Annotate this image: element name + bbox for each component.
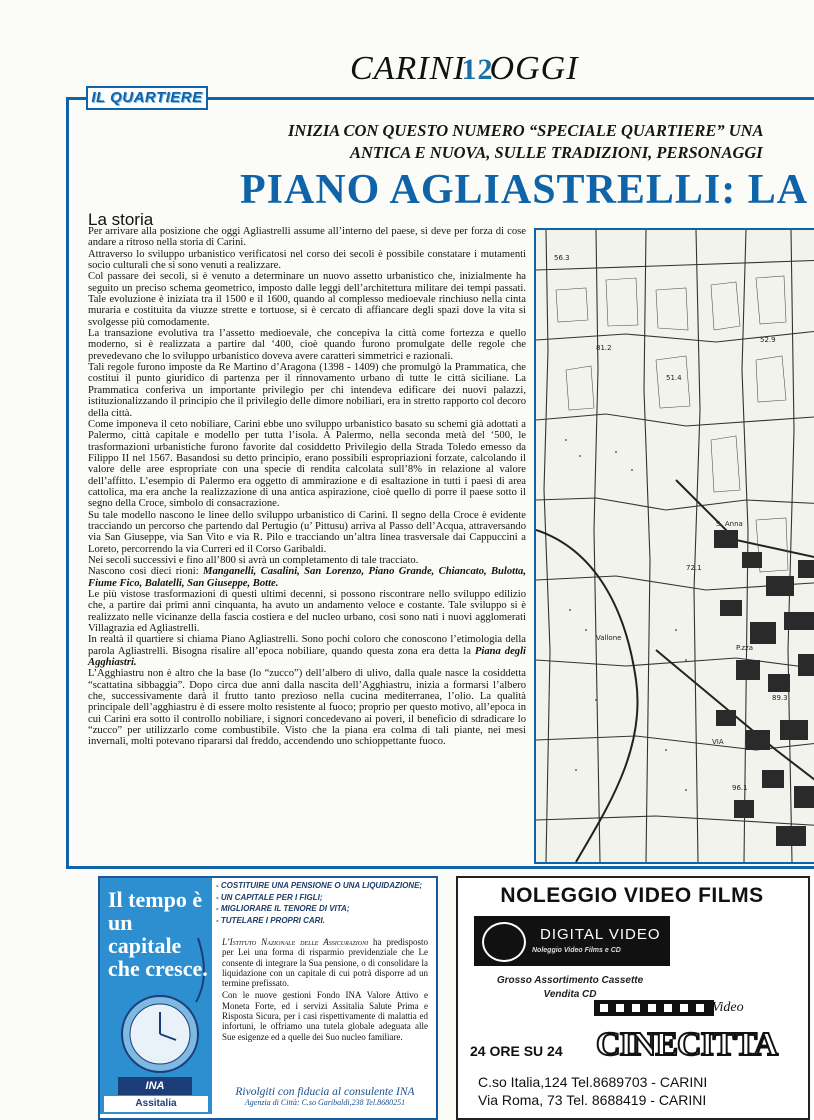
map-label: 52.9 [760, 336, 776, 344]
assortment-line2: Vendita CD [543, 989, 597, 1000]
assitalia-logo: Assitalia [104, 1096, 208, 1112]
map-label: Vallone [596, 634, 622, 642]
ina-paragraph [222, 937, 428, 988]
article-paragraph [88, 566, 526, 589]
address-line1: C.so Italia,124 Tel.8689703 - CARINI [478, 1074, 708, 1090]
masthead [350, 50, 579, 88]
article-paragraph: Le più vistose trasformazioni di questi ultimi decenni, si possono riscontrare nello sviluppo edilizio che, a partire dai primi anni cinquanta, ha avuto un andamento veloce e costante. Tale sviluppo si è realizzato nelle vicinanze della fascia costiera e del nucleo urbano, così sono nati i nuovi agglomerati Villagrazia ed Agliastrelli. [88, 589, 526, 635]
article-paragraph: Come imponeva il ceto nobiliare, Carini ebbe uno sviluppo urbanistico basato su schemi già adottati a Palermo, città capitale e modello per tutta l’isola. A Palermo, nella seconda metà del ‘500, le trasformazioni urbanistiche furono favorite dal cosiddetto Privilegio della Strada Toledo emesso da Filippo II nel 1567. Basandosi su detto principio, erano possibili espropriazioni forzate, calcolando il valore delle aree espropriate con una specie di rendita calcolata sull’8% in relazione al valore dell’affitto. L’esempio di Palermo era oggetto di ammirazione e di esaltazione in tutti i paesi di area cattolica, ma era anche la realizzazione di una antica aspirazione, cioè quello di porre il paese sotto il segno della Croce, simbolo di consacrazione. [88, 418, 526, 510]
ina-bullet: - COSTITUIRE UNA PENSIONE O UNA LIQUIDAZIONE; [216, 881, 423, 890]
map-label: 56.3 [554, 254, 570, 262]
cinecitta-word: CINECITTA [596, 1026, 778, 1063]
rioni-names: Manganelli, Casalini, San Lorenzo, Piano Grande, Chiancato, Bulotta, Fiume Fico, Balatelli, San Giuseppe, Botte. [88, 566, 527, 589]
map-label: 81.2 [596, 344, 612, 352]
subhead-line1: INIZIA CON QUESTO NUMERO “SPECIALE QUARTIERE” UNA [288, 121, 764, 140]
ina-bullet: - TUTELARE I PROPRI CARI. [216, 915, 325, 925]
article-paragraph: Su tale modello nascono le linee dello sviluppo urbanistico di Carini. Il segno della Croce è evidente tracciando un percorso che partendo dal Pertugio (u’ Pittusu) arriva al Passo dell’Acqua, attraversando via San Giuseppe, via San Vito e via R. Pilo e tracciando un’altra linea trasversale dai Cappuccini a Loreto, percorrendo la via Curreri ed il Corso Garibaldi. [88, 509, 526, 555]
article-paragraph: Per arrivare alla posizione che oggi Agliastrelli assume all’interno del paese, si deve per forza di cose andare a ritroso nella storia di Carini. [88, 226, 526, 249]
page-title: PIANO AGLIASTRELLI: LA [240, 167, 809, 213]
article-paragraph: Nei secoli successivi e fino all’800 si avrà un completamento di tale tracciato. [88, 554, 419, 566]
article-paragraph: Tali regole furono imposte da Re Martino d’Aragona (1398 - 1409) che promulgò la Prammatica, che costituì il punto giuridico di partenza per il rinnovamento urbano di tutte le città siciliane. La Prammatica conferiva un importante privilegio per chi intendeva edificare dei nuovi palazzi, istituzionalizzando il principio che il privilegio delle dimore nobiliari, era in stretto rapporto col decoro della città. [88, 362, 526, 419]
digital-video-subtitle: Noleggio Video Films e CD [532, 947, 621, 954]
map-label: 96.1 [732, 784, 748, 792]
ina-body-text: ha predisposto per Lei una forma di risparmio previdenziale che Le consente di integrare la Sua pensione, o di consolidare la liquidazione con un capitale di cui potrà disporre ad un termine prefissato. [222, 937, 428, 989]
masthead-part1: CARINI [350, 50, 466, 87]
section-heading: La storia [88, 210, 154, 229]
ina-bullets [216, 880, 432, 926]
map-drawing [536, 230, 814, 862]
ina-paragraph: Con le nuove gestioni Fondo INA Valore Attivo e Moneta Forte, ed i servizi Assitalia Salute Prima e Risposta Sicura, per i casi rispettivamente di malattia ed infortuni, le offriamo una tutela globale adeguata alle Sue esigenze ed a quelle dei Suo nucleo familiare. [222, 990, 428, 1042]
subhead [288, 120, 814, 164]
map-label: 72.1 [686, 564, 702, 572]
map-label: S. Anna [716, 520, 743, 528]
opening-hours: 24 ORE SU 24 [470, 1043, 563, 1059]
ina-body [222, 937, 428, 1044]
ina-bullet: - MIGLIORARE IL TENORE DI VITA; [216, 904, 350, 913]
ina-bullet: - UN CAPITALE PER I FIGLI; [216, 892, 323, 902]
address-line2: Via Roma, 73 Tel. 8688419 - CARINI [478, 1092, 707, 1108]
etymology-lead: In realtà il quartiere si chiama Piano Agliastrelli. Sono pochi coloro che conoscono l’etimologia della parola Agliastrelli. Bisogna risalire all’epoca nobiliare, quando questa zona era detta la [88, 634, 526, 657]
article-paragraph: La transazione evolutiva tra l’assetto medioevale, che concepiva la città come fortezza e quello moderno, si è realizzata a partire dal ‘400, cioè quando furono promulgate delle regole che prevedevano che lo sviluppo urbanistico doveva avere caratteri simmetrici e razionali. [88, 328, 526, 362]
ina-headline: Il tempo è un capitale che cresce. [108, 887, 208, 981]
map-label: VIA [712, 738, 724, 746]
map-label: P.zza [736, 644, 753, 652]
digital-video-logo-icon [482, 922, 526, 962]
page-number: 12 [461, 53, 494, 86]
article-paragraph: L’Agghiastru non è altro che la base (lo “zucco”) dell’albero di ulivo, dalla quale nasce la cosiddetta “scattatina sibbaggia”. Dopo circa due anni dalla nascita dell’Agghiastru, inizia a formarsi l’albero che, successivamente darà il frutto tanto prezioso nella cucina mediterranea, l’olio. La qualità principale dell’agghiastru è di essere molto resistente al fuoco; proprio per questo motivo, all’epoca in cui Carini era sotto il controllo nobiliare, i signori concedevano ai poveri, il beneficio di sdradicare lo “zucco” per utilizzarlo come combustibile. Visto che la piana era colma di tali piante, nei mesi invernali, molti potevano ripararsi dal freddo, accendendo uno schioppettante fuoco. [88, 668, 526, 748]
ina-logo: INA [118, 1077, 192, 1095]
rioni-lead: Nascono così dieci rioni: [88, 566, 204, 578]
article-body [88, 226, 526, 748]
ina-institute: L’Istituto Nazionale delle Assicurazioni [222, 937, 369, 947]
assortment-line1: Grosso Assortimento Cassette [496, 975, 644, 986]
article-paragraph: Attraverso lo sviluppo urbanistico verificatosi nel corso dei secoli è possibile constatare i mutamenti socio culturali che si sono venuti a realizzare. [88, 248, 526, 272]
digital-video-brand: DIGITAL VIDEO [540, 926, 661, 943]
etymology-term: Piana degli Agghiastri. [88, 645, 526, 669]
article-paragraph [88, 634, 526, 668]
section-label: IL QUARTIERE [86, 86, 208, 110]
ina-footer [218, 1086, 432, 1107]
video-tag: Video [712, 1000, 744, 1015]
masthead-part2: OGGI [489, 50, 579, 87]
ina-footer-line1: Rivolgiti con fiducia al consulente INA [235, 1086, 415, 1098]
ina-footer-line2: Agenzia di Città: C.so Garibaldi,238 Tel.8680251 [244, 1098, 406, 1107]
cadastral-map [534, 228, 814, 864]
subhead-line2: ANTICA E NUOVA, SULLE TRADIZIONI, PERSONAGGI [350, 143, 763, 162]
map-label: 89.3 [772, 694, 788, 702]
article-paragraph: Col passare dei secoli, si è venuto a determinare un nuovo assetto urbanistico che, inizialmente ha seguito un preciso schema geometrico, imposto dalle leggi dell’architettura militare dei tempi passati. Tale evoluzione è iniziata tra il 1500 e il 1600, quando al complesso medioevale rinchiuso nella cinta muraria e costituita da viuzze strette e tortuose, si è cercato di affiancare degli spazi dove la vita si svolgesse più comodamente. [88, 271, 526, 328]
map-label: 51.4 [666, 374, 682, 382]
video-ad-title: NOLEGGIO VIDEO FILMS [500, 884, 764, 907]
